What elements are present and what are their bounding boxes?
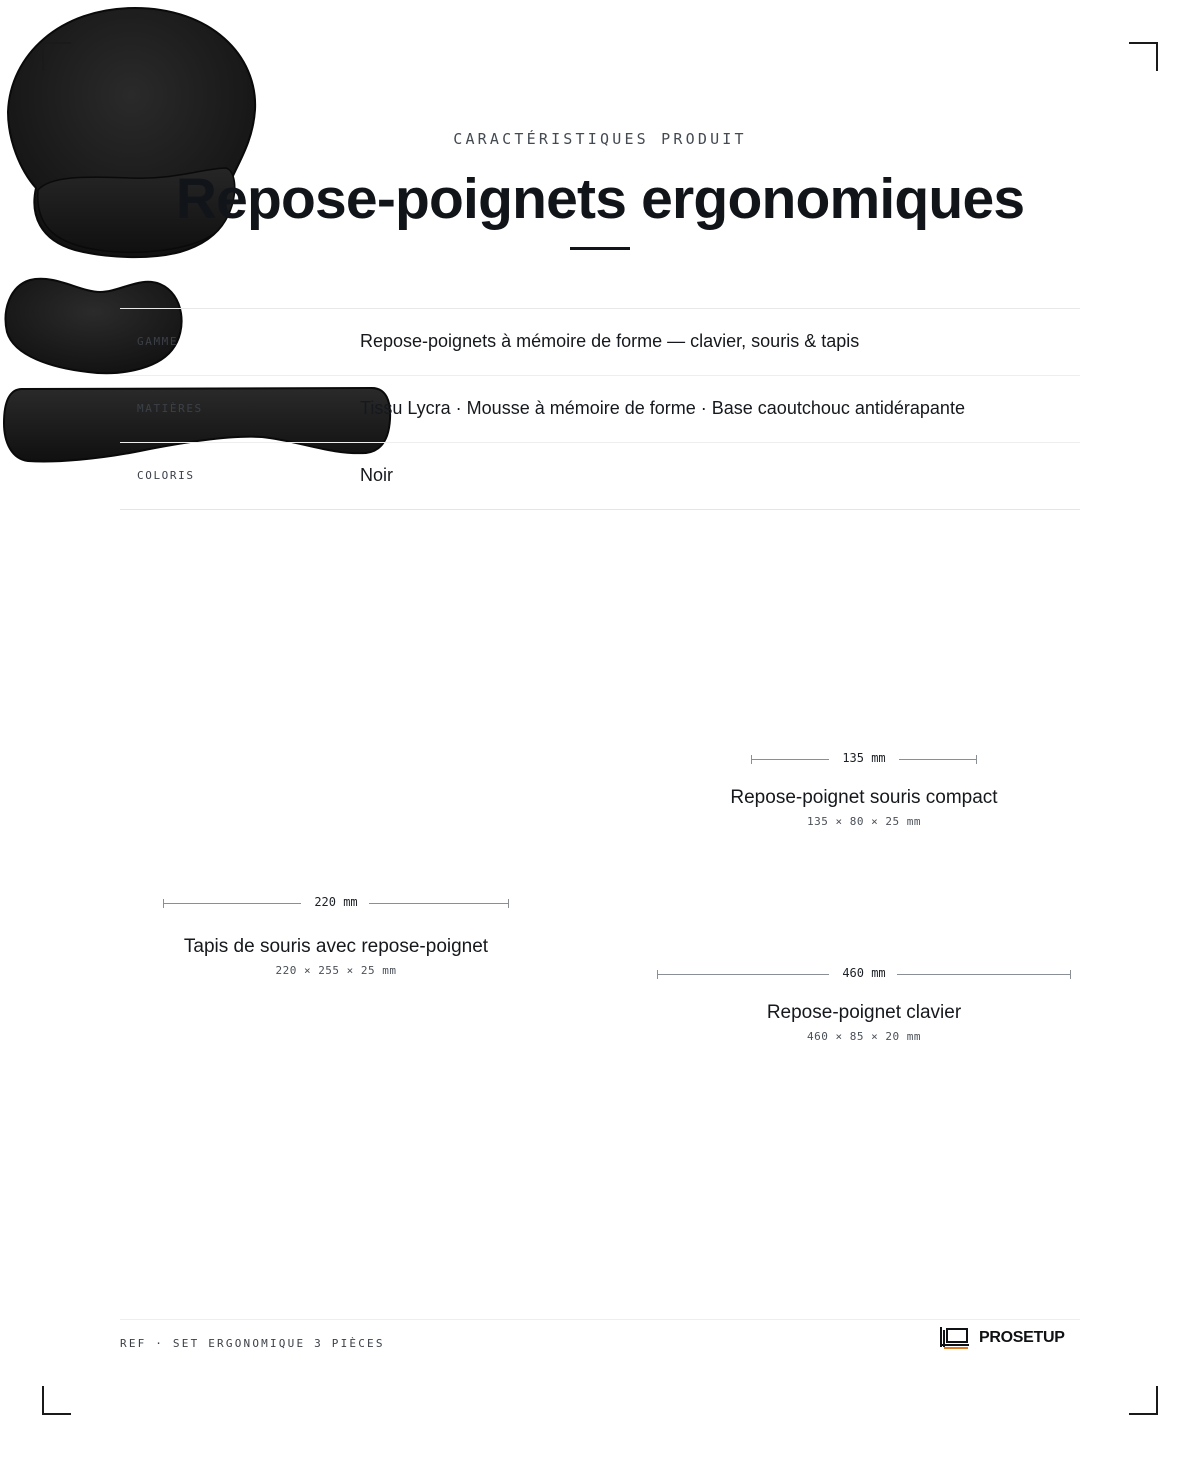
spec-value: Noir <box>360 465 394 485</box>
crop-mark-bottom-left <box>42 1386 71 1415</box>
spec-table <box>120 308 1080 510</box>
spec-row-coloris <box>120 443 1080 510</box>
spec-row-gamme <box>120 309 1080 376</box>
title-underline <box>570 247 630 250</box>
footer-reference: REF · SET ERGONOMIQUE 3 PIÈCES <box>120 1337 385 1350</box>
dimension-line <box>163 897 509 911</box>
crop-mark-top-right <box>1129 42 1158 71</box>
eyebrow-label: CARACTÉRISTIQUES PRODUIT <box>453 130 747 148</box>
brand-name: PROSETUP <box>979 1329 1065 1346</box>
brand-logo <box>938 1326 1065 1350</box>
page-title: Repose-poignets ergonomiques <box>175 167 1025 231</box>
product-name: Repose-poignet clavier <box>766 1002 962 1023</box>
spec-value: Tissu Lycra · Mousse à mémoire de forme · Base caoutchouc antidérapante <box>360 398 965 418</box>
dimension-label: 135 mm <box>842 751 886 765</box>
spec-label: COLORIS <box>137 469 195 482</box>
product-size: 460 × 85 × 20 mm <box>807 1030 921 1043</box>
footer-divider <box>120 1319 1080 1320</box>
spec-row-matieres <box>120 376 1080 443</box>
crop-mark-bottom-right <box>1129 1386 1158 1415</box>
dimension-label: 220 mm <box>314 895 358 909</box>
dimension-line <box>657 968 1071 982</box>
spec-label: MATIÈRES <box>137 402 203 415</box>
dimension-line <box>751 753 977 767</box>
product-size: 135 × 80 × 25 mm <box>807 815 921 828</box>
crop-mark-top-left <box>42 42 71 71</box>
spec-label: GAMME <box>137 335 179 348</box>
spec-value: Repose-poignets à mémoire de forme — clavier, souris & tapis <box>360 331 860 351</box>
dimension-label: 460 mm <box>842 966 886 980</box>
desk-computer-icon <box>938 1326 970 1350</box>
product-name: Repose-poignet souris compact <box>730 787 998 808</box>
product-name: Tapis de souris avec repose-poignet <box>183 936 489 957</box>
product-size: 220 × 255 × 25 mm <box>275 964 397 977</box>
